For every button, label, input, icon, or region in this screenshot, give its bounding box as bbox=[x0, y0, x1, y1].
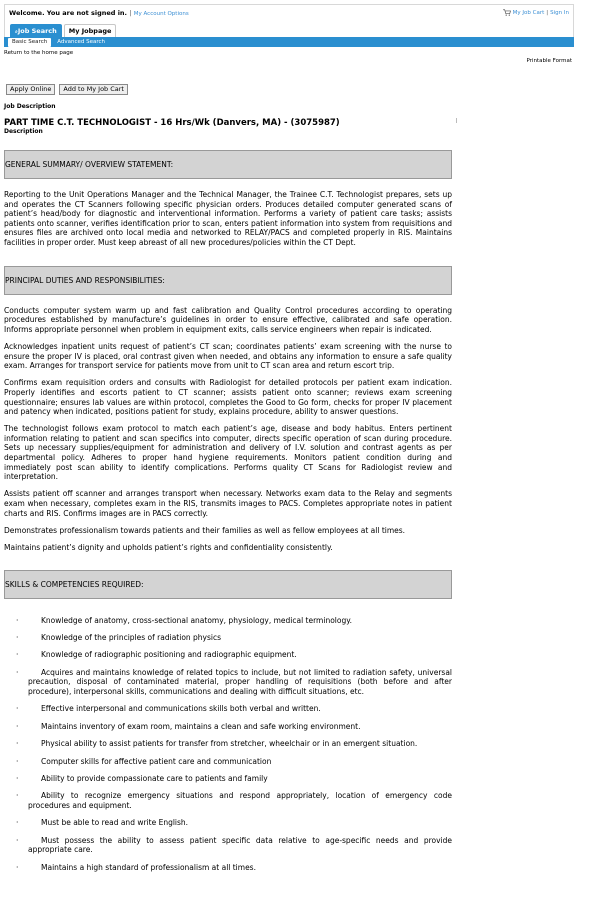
subtab-basic-search[interactable]: Basic Search bbox=[8, 38, 51, 47]
skill-text: Computer skills for affective patient care and communication bbox=[41, 756, 272, 766]
skill-text: Knowledge of anatomy, cross-sectional anatomy, physiology, medical terminology. bbox=[41, 615, 352, 625]
duty-paragraph: Acknowledges inpatient units request of patient’s CT scan; coordinates patients’ exam screening with the nurse to ensure the proper IV is placed, oral contrast given when needed, and obtains any information to ensure a safe quality exam. Arranges for transport service for patients move from unit to CT scan area and return escort trip. bbox=[4, 341, 452, 371]
job-description-label: Job Description bbox=[4, 103, 56, 110]
bullet-dot: · bbox=[16, 818, 19, 828]
skill-text: Ability to recognize emergency situations and respond appropriately, location of emergency code procedures and equipment. bbox=[28, 791, 452, 810]
sub-navigation bbox=[4, 37, 574, 47]
bullet-dot: · bbox=[16, 721, 19, 731]
skill-item bbox=[4, 836, 452, 855]
section-skills-competencies: SKILLS & COMPETENCIES REQUIRED: bbox=[4, 570, 452, 599]
description-label: Description bbox=[4, 128, 43, 135]
duty-paragraph: Confirms exam requisition orders and consults with Radiologist for detailed protocols per patient exam indication. Properly identifies and escorts patient to CT scanner; assists patient onto scanner; reviews exam screening questionnaire; ensures lab values are within protocol, completes the Good to Go form, checks for proper IV placement and patency when indicated, positions patient for study, explains procedure, ability to answer questions. bbox=[4, 378, 452, 417]
header-bar bbox=[4, 4, 574, 37]
job-cart-link[interactable]: My Job Cart bbox=[512, 9, 545, 16]
skill-item bbox=[4, 739, 452, 749]
home-link[interactable]: Return to the home page bbox=[4, 50, 74, 56]
bullet-dot: · bbox=[16, 704, 19, 714]
skill-text: Knowledge of radiographic positioning and radiographic equipment. bbox=[41, 650, 297, 660]
skill-item bbox=[4, 704, 452, 714]
tab-job-search-label: Job Search bbox=[17, 27, 57, 35]
bullet-dot: · bbox=[16, 862, 19, 872]
bullet-dot: · bbox=[16, 650, 19, 660]
skill-text: Physical ability to assist patients for transfer from stretcher, wheelchair or in an emergent situation. bbox=[41, 739, 418, 749]
skill-text: Maintains a high standard of professionalism at all times. bbox=[41, 862, 256, 872]
skill-item bbox=[4, 668, 452, 697]
skill-item bbox=[4, 774, 452, 784]
bullet-dot: · bbox=[16, 632, 19, 642]
section-principal-duties: PRINCIPAL DUTIES AND RESPONSIBILITIES: bbox=[4, 266, 452, 295]
bullet-dot: · bbox=[16, 791, 19, 801]
action-buttons bbox=[6, 84, 128, 95]
skill-item bbox=[4, 863, 452, 873]
printable-format-link[interactable]: Printable Format bbox=[526, 58, 572, 64]
tab-my-jobpage-label: My Jobpage bbox=[68, 27, 112, 35]
bullet-dot: · bbox=[16, 615, 19, 625]
sign-in-link[interactable]: Sign In bbox=[550, 9, 569, 16]
skill-item bbox=[4, 616, 452, 626]
skill-text: Knowledge of the principles of radiation physics bbox=[41, 632, 222, 642]
duty-paragraph: Conducts computer system warm up and fast calibration and Quality Control procedures according to operating procedures established by manufacture’s guidelines in order to ensure effective, calibrated and safe operation. Informs appropriate personnel when problem in equipment exits, calls service engineers when repair is indicated. bbox=[4, 305, 452, 334]
add-to-job-cart-button[interactable]: Add to My Job Cart bbox=[59, 84, 128, 95]
duty-paragraph: Maintains patient’s dignity and upholds patient’s rights and confidentiality consistently. bbox=[4, 543, 333, 552]
skill-text: Effective interpersonal and communications skills both verbal and written. bbox=[41, 704, 321, 714]
subtab-advanced-search[interactable]: Advanced Search bbox=[57, 38, 106, 45]
skill-item bbox=[4, 722, 452, 732]
cart-icon[interactable] bbox=[503, 9, 511, 16]
tab-my-jobpage[interactable] bbox=[64, 24, 117, 38]
welcome-text bbox=[9, 9, 189, 17]
skill-item bbox=[4, 757, 452, 767]
duty-paragraph: Assists patient off scanner and arranges transport when necessary. Networks exam data to the Relay and segments exam when necessary, completes exam in the RIS, transmits images to PACS. Completes appropriate notes in patient charts and RIS. Confirms images are in PACS correctly. bbox=[4, 489, 452, 518]
job-description-content bbox=[4, 150, 452, 880]
section-general-summary: GENERAL SUMMARY/ OVERVIEW STATEMENT: bbox=[4, 150, 452, 179]
skill-text: Must possess the ability to assess patient specific data relative to age-specific needs and provide appropriate care. bbox=[28, 835, 452, 855]
bullet-dot: · bbox=[16, 739, 19, 749]
skill-text: Acquires and maintains knowledge of related topics to include, but not limited to radiation safety, universal precaution, disposal of contaminated material, proper handling of requisitions (both before and after procedure), interpersonal skills, communications and dealing with difficult situations, etc. bbox=[28, 667, 452, 696]
skill-text: Maintains inventory of exam room, maintains a clean and safe working environment. bbox=[41, 721, 361, 731]
welcome-message: Welcome. You are not signed in. bbox=[9, 9, 128, 17]
duty-paragraph: Demonstrates professionalism towards patients and their families as well as fellow employees at all times. bbox=[4, 525, 406, 535]
duty-paragraph: The technologist follows exam protocol to match each patient’s age, disease and body habitus. Enters pertinent information relating to patient and scan specifics into computer, directs specific operation of scan during procedure. Sets up necessary supplies/equipment for administration and delivery of I.V. solution and contrast agents as per departmental policy. Adheres to proper hand hygiene requirements. Monitors patient condition during and immediately post scan ability to identify complications. Performs quality CT Scans for Radiologist review and interpretation. bbox=[4, 424, 452, 482]
header-right-links bbox=[503, 9, 569, 16]
skill-item bbox=[4, 818, 452, 828]
header-separator: | bbox=[129, 9, 132, 17]
tab-job-search[interactable] bbox=[10, 24, 62, 38]
skill-item bbox=[4, 633, 452, 643]
summary-paragraph: Reporting to the Unit Operations Manager and the Technical Manager, the Trainee C.T. Technologist prepares, sets up and operates the CT Scanners following specific physician orders. Produces detailed computer generated scans of patient’s head/body for diagnostic and interventional information. Performs a variety of patient care tasks; assists patients onto scanner, verifies identification prior to scan, enters patient information into system from requisitions and ensures files are archived onto local media and networked to RELAY/PACS and completed properly in RIS. Maintains facilities in proper order. Must keep abreast of all new procedures/policies within the CT Dept. bbox=[4, 190, 452, 247]
bullet-dot: · bbox=[16, 667, 19, 677]
skill-text: Ability to provide compassionate care to patients and family bbox=[41, 773, 268, 783]
skill-item bbox=[4, 791, 452, 810]
job-title: PART TIME C.T. TECHNOLOGIST - 16 Hrs/Wk (Danvers, MA) - (3075987) bbox=[4, 118, 340, 128]
bullet-dot: · bbox=[16, 756, 19, 766]
apply-online-button[interactable]: Apply Online bbox=[6, 84, 55, 95]
link-separator: | bbox=[546, 9, 549, 16]
divider-mark bbox=[456, 118, 457, 123]
skill-item bbox=[4, 650, 452, 660]
skill-text: Must be able to read and write English. bbox=[41, 818, 189, 828]
bullet-dot: · bbox=[16, 773, 19, 783]
skills-list bbox=[4, 616, 452, 873]
search-icon: ⌕ bbox=[15, 29, 18, 35]
bullet-dot: · bbox=[16, 835, 19, 845]
main-tabs bbox=[10, 24, 116, 38]
account-options-link[interactable]: My Account Options bbox=[133, 11, 189, 17]
